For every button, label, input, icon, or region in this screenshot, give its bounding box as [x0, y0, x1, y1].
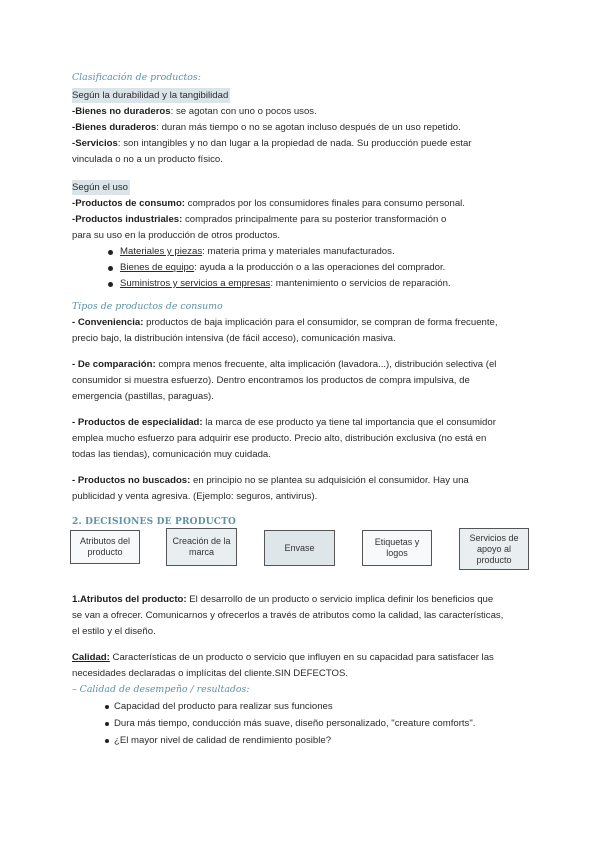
- bullet-capacidad: Capacidad del producto para realizar sus funciones: [114, 698, 532, 715]
- subheading-uso: Según el uso: [72, 182, 129, 193]
- flow-box-atributos: Atributos del producto: [70, 530, 140, 564]
- bullet-bienes-equipo: Bienes de equipo: ayuda a la producción o a las operaciones del comprador.: [120, 260, 532, 276]
- document-page-bottom: [72, 592, 532, 749]
- flow-box-marca: Creación de la marca: [166, 528, 237, 566]
- item-servicios: -Servicios: son intangibles y no dan lugar a la propiedad de nada. Su producción puede estar: [72, 138, 472, 149]
- para-atributos-cont2: el estilo y el diseño.: [72, 626, 156, 637]
- item-productos-industriales-cont: para su uso en la producción de otros productos.: [72, 230, 280, 241]
- section-title-decisiones: 2. DECISIONES DE PRODUCTO: [72, 517, 237, 527]
- heading-clasificacion: Clasificación de productos:: [72, 72, 201, 83]
- industrial-bullet-list: [72, 244, 532, 292]
- para-atributos-cont: se van a ofrecer. Comunicarnos y ofrecerlos a través de atributos como la calidad, las características,: [72, 610, 504, 621]
- heading-tipos-consumo: Tipos de productos de consumo: [72, 301, 223, 312]
- para-no-buscados-cont: publicidad y venta agresiva. (Ejemplo: seguros, antivirus).: [72, 491, 318, 502]
- para-especialidad: - Productos de especialidad: la marca de ese producto ya tiene tal importancia que el consumidor: [72, 417, 496, 428]
- subheading-durabilidad: Según la durabilidad y la tangibilidad: [72, 90, 229, 101]
- flow-box-etiquetas: Etiquetas y logos: [362, 530, 432, 566]
- bullet-mayor-nivel: ¿El mayor nivel de calidad de rendimiento posible?: [114, 732, 532, 749]
- para-comparacion-cont2: emergencia (pastillas, paraguas).: [72, 391, 214, 402]
- subheading-calidad-desempeno: – Calidad de desempeño / resultados:: [72, 684, 250, 695]
- flow-box-servicios: Servicios de apoyo al producto: [459, 528, 529, 570]
- calidad-bullet-list: [72, 698, 532, 749]
- para-comparacion: - De comparación: compra menos frecuente, alta implicación (lavadora...), distribución selectiva (el: [72, 359, 497, 370]
- para-especialidad-cont2: todas las tiendas), comunicación muy cuidada.: [72, 449, 271, 460]
- bullet-materiales: Materiales y piezas: materia prima y materiales manufacturados.: [120, 244, 532, 260]
- bullet-suministros: Suministros y servicios a empresas: mantenimiento o servicios de reparación.: [120, 276, 532, 292]
- para-especialidad-cont: emplea mucho esfuerzo para adquirir ese producto. Precio alto, distribución exclusiva (no está en: [72, 433, 487, 444]
- item-bienes-no-duraderos: -Bienes no duraderos: se agotan con uno o pocos usos.: [72, 106, 317, 117]
- item-servicios-cont: vinculada o no a un producto físico.: [72, 154, 223, 165]
- para-calidad-cont: necesidades declaradas o implícitas del cliente.SIN DEFECTOS.: [72, 668, 349, 679]
- para-atributos: 1.Atributos del producto: El desarrollo de un producto o servicio implica definir los beneficios que: [72, 594, 494, 605]
- para-conveniencia-cont: precio bajo, la distribución intensiva (de fácil acceso), comunicación masiva.: [72, 333, 396, 344]
- para-calidad: Calidad: Características de un producto o servicio que influyen en su capacidad para satisfacer las: [72, 652, 494, 663]
- bullet-dura-mas: Dura más tiempo, conducción más suave, diseño personalizado, "creature comforts".: [114, 715, 532, 732]
- flow-box-envase: Envase: [264, 530, 335, 566]
- decisiones-flow-diagram: [70, 528, 530, 574]
- item-bienes-duraderos: -Bienes duraderos: duran más tiempo o no se agotan incluso después de un uso repetido.: [72, 122, 461, 133]
- para-comparacion-cont: consumidor si muestra esfuerzo). Dentro encontramos los productos de compra impulsiva, de: [72, 375, 470, 386]
- para-no-buscados: - Productos no buscados: en principio no se plantea su adquisición el consumidor. Hay una: [72, 475, 469, 486]
- item-productos-industriales: -Productos industriales: comprados principalmente para su posterior transformación o: [72, 214, 447, 225]
- para-conveniencia: - Conveniencia: productos de baja implicación para el consumidor, se compran de forma frecuente,: [72, 317, 498, 328]
- item-productos-consumo: -Productos de consumo: comprados por los consumidores finales para consumo personal.: [72, 198, 465, 209]
- document-page: [72, 70, 532, 530]
